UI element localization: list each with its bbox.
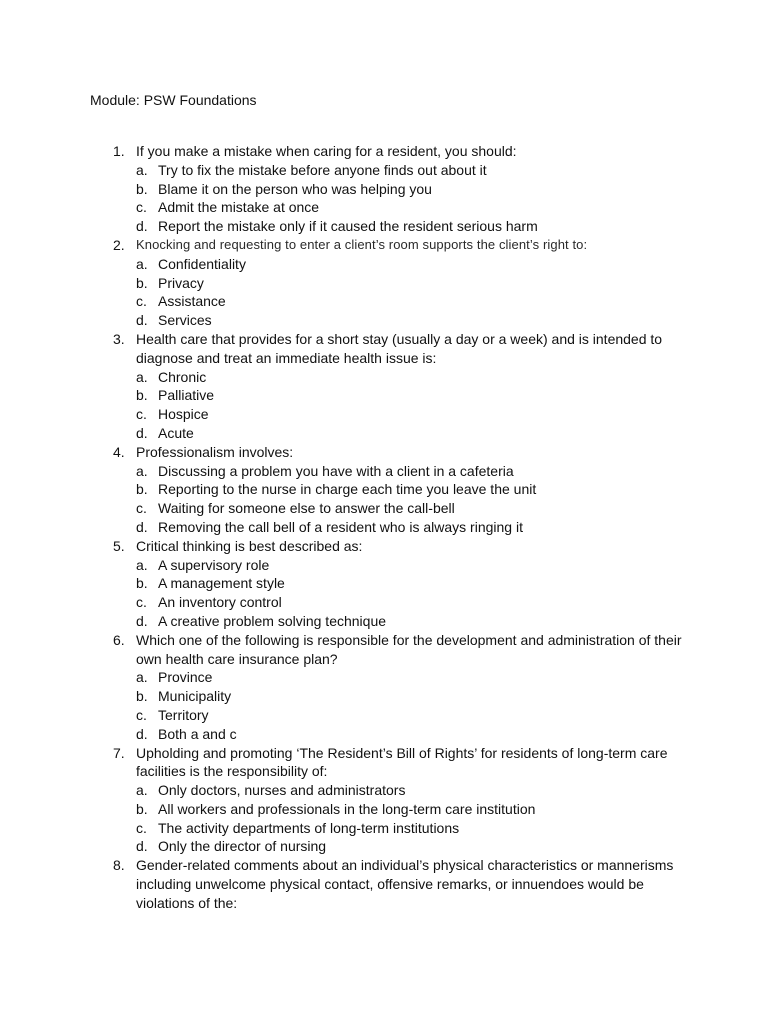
question-text: Which one of the following is responsible for the development and administration of their own health care insurance plan? bbox=[136, 631, 682, 667]
option-b bbox=[0, 480, 768, 499]
option-letter: c. bbox=[136, 406, 147, 423]
question-1 bbox=[0, 142, 768, 236]
option-list bbox=[0, 668, 768, 743]
option-text: Try to fix the mistake before anyone finds out about it bbox=[158, 161, 487, 178]
option-letter: a. bbox=[136, 556, 148, 573]
question-5 bbox=[0, 537, 768, 631]
question-list bbox=[0, 142, 768, 913]
option-list bbox=[0, 462, 768, 537]
option-letter: b. bbox=[136, 180, 148, 197]
option-text: Palliative bbox=[158, 387, 215, 404]
question-number: 3. bbox=[113, 330, 125, 347]
question-text: Professionalism involves: bbox=[136, 443, 294, 460]
option-text: Territory bbox=[158, 706, 209, 723]
option-letter: d. bbox=[136, 218, 148, 235]
option-text: Chronic bbox=[158, 368, 207, 385]
option-letter: a. bbox=[136, 669, 148, 686]
option-c bbox=[0, 706, 768, 725]
option-letter: a. bbox=[136, 462, 148, 479]
option-d bbox=[0, 424, 768, 443]
option-text: Removing the call bell of a resident who is always ringing it bbox=[158, 518, 523, 535]
option-text: Waiting for someone else to answer the call-bell bbox=[158, 500, 455, 517]
option-c bbox=[0, 819, 768, 838]
option-a bbox=[0, 462, 768, 481]
question-text: Health care that provides for a short stay (usually a day or a week) and is intended to diagnose and treat an immediate health issue is: bbox=[136, 330, 663, 366]
option-list bbox=[0, 255, 768, 330]
option-text: Admit the mistake at once bbox=[158, 199, 320, 216]
option-d bbox=[0, 837, 768, 856]
question-number: 2. bbox=[113, 236, 125, 253]
question-3 bbox=[0, 330, 768, 443]
option-text: A supervisory role bbox=[158, 556, 270, 573]
option-letter: d. bbox=[136, 312, 148, 329]
option-text: Only the director of nursing bbox=[158, 838, 327, 855]
option-letter: d. bbox=[136, 725, 148, 742]
option-d bbox=[0, 518, 768, 537]
option-letter: d. bbox=[136, 518, 148, 535]
option-b bbox=[0, 800, 768, 819]
option-letter: b. bbox=[136, 274, 148, 291]
option-b bbox=[0, 274, 768, 293]
option-letter: c. bbox=[136, 293, 147, 310]
option-d bbox=[0, 311, 768, 330]
option-a bbox=[0, 368, 768, 387]
question-text: Upholding and promoting ‘The Resident’s Bill of Rights’ for residents of long-term care facilities is the responsibility of: bbox=[136, 744, 668, 780]
option-letter: b. bbox=[136, 575, 148, 592]
option-letter: c. bbox=[136, 819, 147, 836]
option-text: All workers and professionals in the long-term care institution bbox=[158, 800, 536, 817]
option-letter: c. bbox=[136, 706, 147, 723]
option-text: The activity departments of long-term institutions bbox=[158, 819, 460, 836]
option-letter: c. bbox=[136, 594, 147, 611]
question-number: 6. bbox=[113, 631, 125, 648]
option-letter: a. bbox=[136, 368, 148, 385]
option-list bbox=[0, 161, 768, 236]
option-text: Services bbox=[158, 312, 212, 329]
question-number: 5. bbox=[113, 537, 125, 554]
option-text: A management style bbox=[158, 575, 285, 592]
option-b bbox=[0, 574, 768, 593]
option-c bbox=[0, 292, 768, 311]
option-text: A creative problem solving technique bbox=[158, 612, 387, 629]
option-a bbox=[0, 161, 768, 180]
option-list bbox=[0, 368, 768, 443]
option-letter: c. bbox=[136, 500, 147, 517]
option-text: Confidentiality bbox=[158, 255, 246, 272]
question-2 bbox=[0, 236, 768, 330]
option-text: Province bbox=[158, 669, 213, 686]
option-text: Municipality bbox=[158, 688, 232, 705]
option-c bbox=[0, 198, 768, 217]
option-letter: d. bbox=[136, 612, 148, 629]
option-a bbox=[0, 556, 768, 575]
option-letter: a. bbox=[136, 255, 148, 272]
question-6 bbox=[0, 631, 768, 744]
option-text: An inventory control bbox=[158, 594, 282, 611]
question-4 bbox=[0, 443, 768, 537]
option-text: Privacy bbox=[158, 274, 204, 291]
option-text: Assistance bbox=[158, 293, 226, 310]
option-list bbox=[0, 781, 768, 856]
option-letter: b. bbox=[136, 688, 148, 705]
option-b bbox=[0, 180, 768, 199]
option-letter: d. bbox=[136, 424, 148, 441]
module-title: Module: PSW Foundations bbox=[90, 92, 257, 108]
option-text: Blame it on the person who was helping you bbox=[158, 180, 432, 197]
question-text: If you make a mistake when caring for a resident, you should: bbox=[136, 143, 517, 159]
option-letter: c. bbox=[136, 199, 147, 216]
option-letter: b. bbox=[136, 387, 148, 404]
option-letter: b. bbox=[136, 800, 148, 817]
option-text: Both a and c bbox=[158, 725, 237, 742]
option-b bbox=[0, 687, 768, 706]
question-number: 7. bbox=[113, 744, 125, 761]
option-d bbox=[0, 217, 768, 236]
option-a bbox=[0, 255, 768, 274]
option-text: Only doctors, nurses and administrators bbox=[158, 782, 406, 799]
option-a bbox=[0, 668, 768, 687]
option-c bbox=[0, 405, 768, 424]
option-d bbox=[0, 725, 768, 744]
option-a bbox=[0, 781, 768, 800]
option-b bbox=[0, 386, 768, 405]
option-letter: d. bbox=[136, 838, 148, 855]
option-text: Reporting to the nurse in charge each time you leave the unit bbox=[158, 481, 537, 498]
question-7 bbox=[0, 744, 768, 857]
option-text: Hospice bbox=[158, 406, 209, 423]
question-8 bbox=[0, 856, 768, 912]
option-text: Discussing a problem you have with a client in a cafeteria bbox=[158, 462, 514, 479]
option-d bbox=[0, 612, 768, 631]
question-number: 4. bbox=[113, 443, 125, 460]
question-text: Gender-related comments about an individual’s physical characteristics or mannerisms including unwelcome physical contact, offensive remarks, or innuendoes would be violations of the: bbox=[136, 857, 674, 911]
option-letter: b. bbox=[136, 481, 148, 498]
option-text: Report the mistake only if it caused the resident serious harm bbox=[158, 218, 538, 235]
option-c bbox=[0, 499, 768, 518]
option-text: Acute bbox=[158, 424, 194, 441]
question-number: 8. bbox=[113, 857, 125, 874]
question-text: Knocking and requesting to enter a client’s room supports the client’s right to: bbox=[136, 236, 588, 252]
option-list bbox=[0, 556, 768, 631]
question-number: 1. bbox=[113, 143, 125, 159]
option-c bbox=[0, 593, 768, 612]
option-letter: a. bbox=[136, 161, 148, 178]
question-text: Critical thinking is best described as: bbox=[136, 537, 363, 554]
option-letter: a. bbox=[136, 782, 148, 799]
